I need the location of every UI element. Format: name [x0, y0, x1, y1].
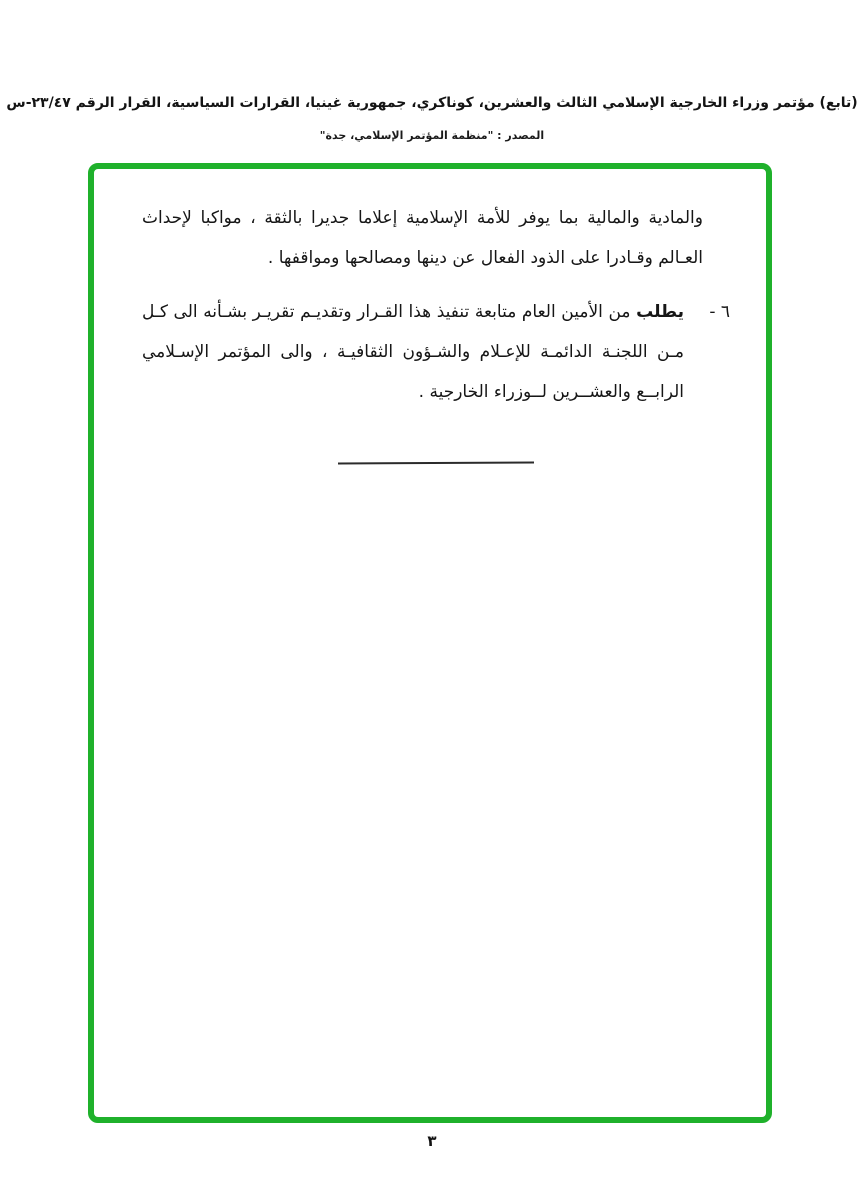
- item-rest-text: من الأمين العام متابعة تنفيذ هذا القـرار وتقديـم تقريـر بشـأنه الى كـل مـن اللجنـة الدائمـة للإعـلام والشـؤون الثقافيـة ، والى المؤتمر الإسـلامي الرابــع والعشــرين لــوزراء الخارجية .: [142, 302, 684, 402]
- document-source-line: المصدر : "منظمة المؤتمر الإسلامي، جدة": [319, 129, 545, 142]
- resolution-item-6: [142, 292, 730, 412]
- document-header-line: (تابع) مؤتمر وزراء الخارجية الإسلامي الثالث والعشرين، كوناكري، جمهورية غينيا، القرارات السياسية، القرار الرقم ٢٣/٤٧-س: [6, 95, 858, 111]
- item-text: [142, 292, 684, 412]
- item-number: ٦ -: [709, 302, 730, 322]
- page-number: ٣: [427, 1132, 437, 1150]
- continuation-paragraph: والمادية والمالية بما يوفر للأمة الإسلامية إعلاما جديرا بالثقة ، مواكبا لإحداث العـالم وقـادرا على الذود الفعال عن دينها ومصالحها ومواقفها .: [142, 208, 703, 268]
- item-lead-word: يطلب: [636, 302, 684, 322]
- document-body: [142, 198, 730, 464]
